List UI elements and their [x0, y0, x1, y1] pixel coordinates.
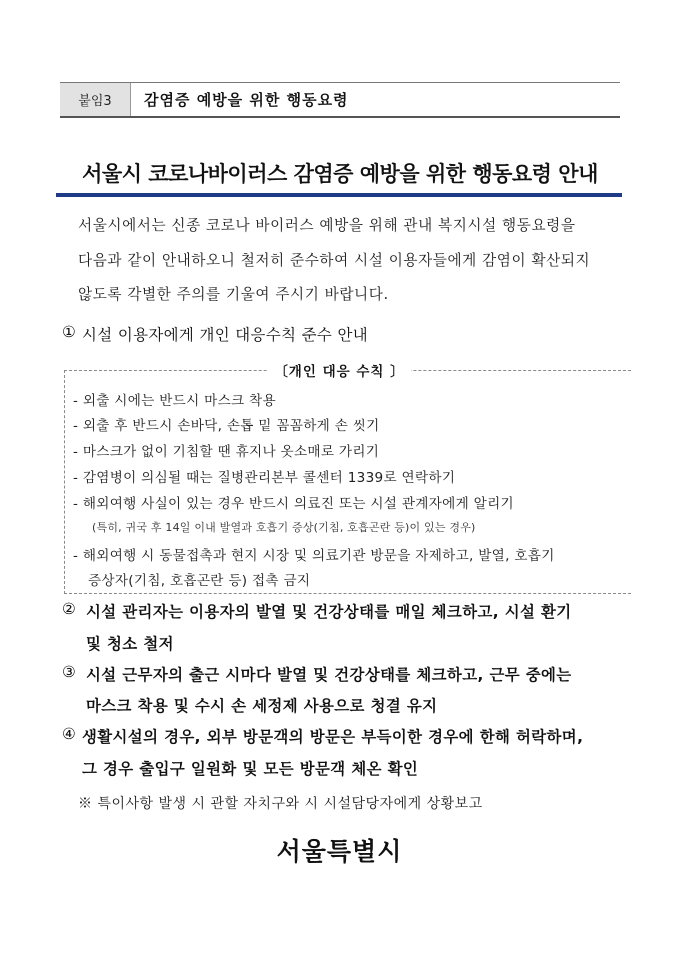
footnote: ※ 특이사항 발생 시 관할 자치구와 시 시설담당자에게 상황보고: [78, 796, 483, 812]
attachment-title: 감염증 예방을 위한 행동요령: [144, 91, 349, 109]
header-bottom-rule: [60, 116, 620, 118]
header-top-rule: [60, 82, 620, 83]
rule-item: - 해외여행 사실이 있는 경우 반드시 의료진 또는 시설 관계자에게 알리기: [73, 496, 514, 512]
rule-item: - 외출 후 반드시 손바닥, 손톱 밑 꼼꼼하게 손 씻기: [73, 418, 380, 434]
intro-line-3: 않도록 각별한 주의를 기울여 주시기 바랍니다.: [78, 286, 389, 303]
section-2-line-1: 시설 관리자는 이용자의 발열 및 건강상태를 매일 체크하고, 시설 환기: [86, 603, 572, 621]
document-title: 서울시 코로나바이러스 감염증 예방을 위한 행동요령 안내: [82, 162, 598, 186]
section-1-number: ①: [62, 323, 77, 341]
rules-box-title-text: 〔개인 대응 수칙 〕: [268, 364, 410, 380]
section-4-line-2: 그 경우 출입구 일원화 및 모든 방문객 체온 확인: [82, 760, 419, 778]
section-3-line-1: 시설 근무자의 출근 시마다 발열 및 건강상태를 체크하고, 근무 중에는: [86, 666, 572, 684]
rule-item-last-line-2: 증상자(기침, 호흡곤란 등) 접촉 금지: [88, 573, 311, 589]
section-1-text: 시설 이용자에게 개인 대응수칙 준수 안내: [82, 326, 369, 344]
section-2-line-2: 및 청소 철저: [86, 635, 174, 653]
section-2-number: ②: [62, 600, 77, 618]
intro-line-2: 다음과 같이 안내하오니 철저히 준수하여 시설 이용자들에게 감염이 확산되지: [78, 252, 591, 269]
rule-item: - 감염병이 의심될 때는 질병관리본부 콜센터 1339로 연락하기: [73, 470, 456, 486]
section-3-number: ③: [62, 663, 77, 681]
section-3-line-2: 마스크 착용 및 수시 손 세정제 사용으로 청결 유지: [86, 697, 438, 715]
section-4-line-1: 생활시설의 경우, 외부 방문객의 방문은 부득이한 경우에 한해 허락하며,: [82, 728, 584, 746]
intro-line-1: 서울시에서는 신종 코로나 바이러스 예방을 위해 관내 복지시설 행동요령을: [78, 217, 576, 234]
rule-item-note: (특히, 귀국 후 14일 이내 발열과 호흡기 증상(기침, 호흡곤란 등)이 있는 경우): [92, 521, 476, 534]
rule-item-last-line-1: - 해외여행 시 동물접촉과 현지 시장 및 의료기관 방문을 자제하고, 발열, 호흡기: [73, 548, 555, 564]
rule-item: - 외출 시에는 반드시 마스크 착용: [73, 393, 276, 409]
rules-box-title: [0, 360, 679, 380]
section-4-number: ④: [62, 725, 77, 743]
attachment-label: 붙임3: [60, 83, 131, 116]
title-underline: [56, 193, 622, 197]
rule-item: - 마스크가 없이 기침할 땐 휴지나 옷소매로 가리기: [73, 444, 380, 460]
issuer-signature: 서울특별시: [276, 837, 403, 866]
